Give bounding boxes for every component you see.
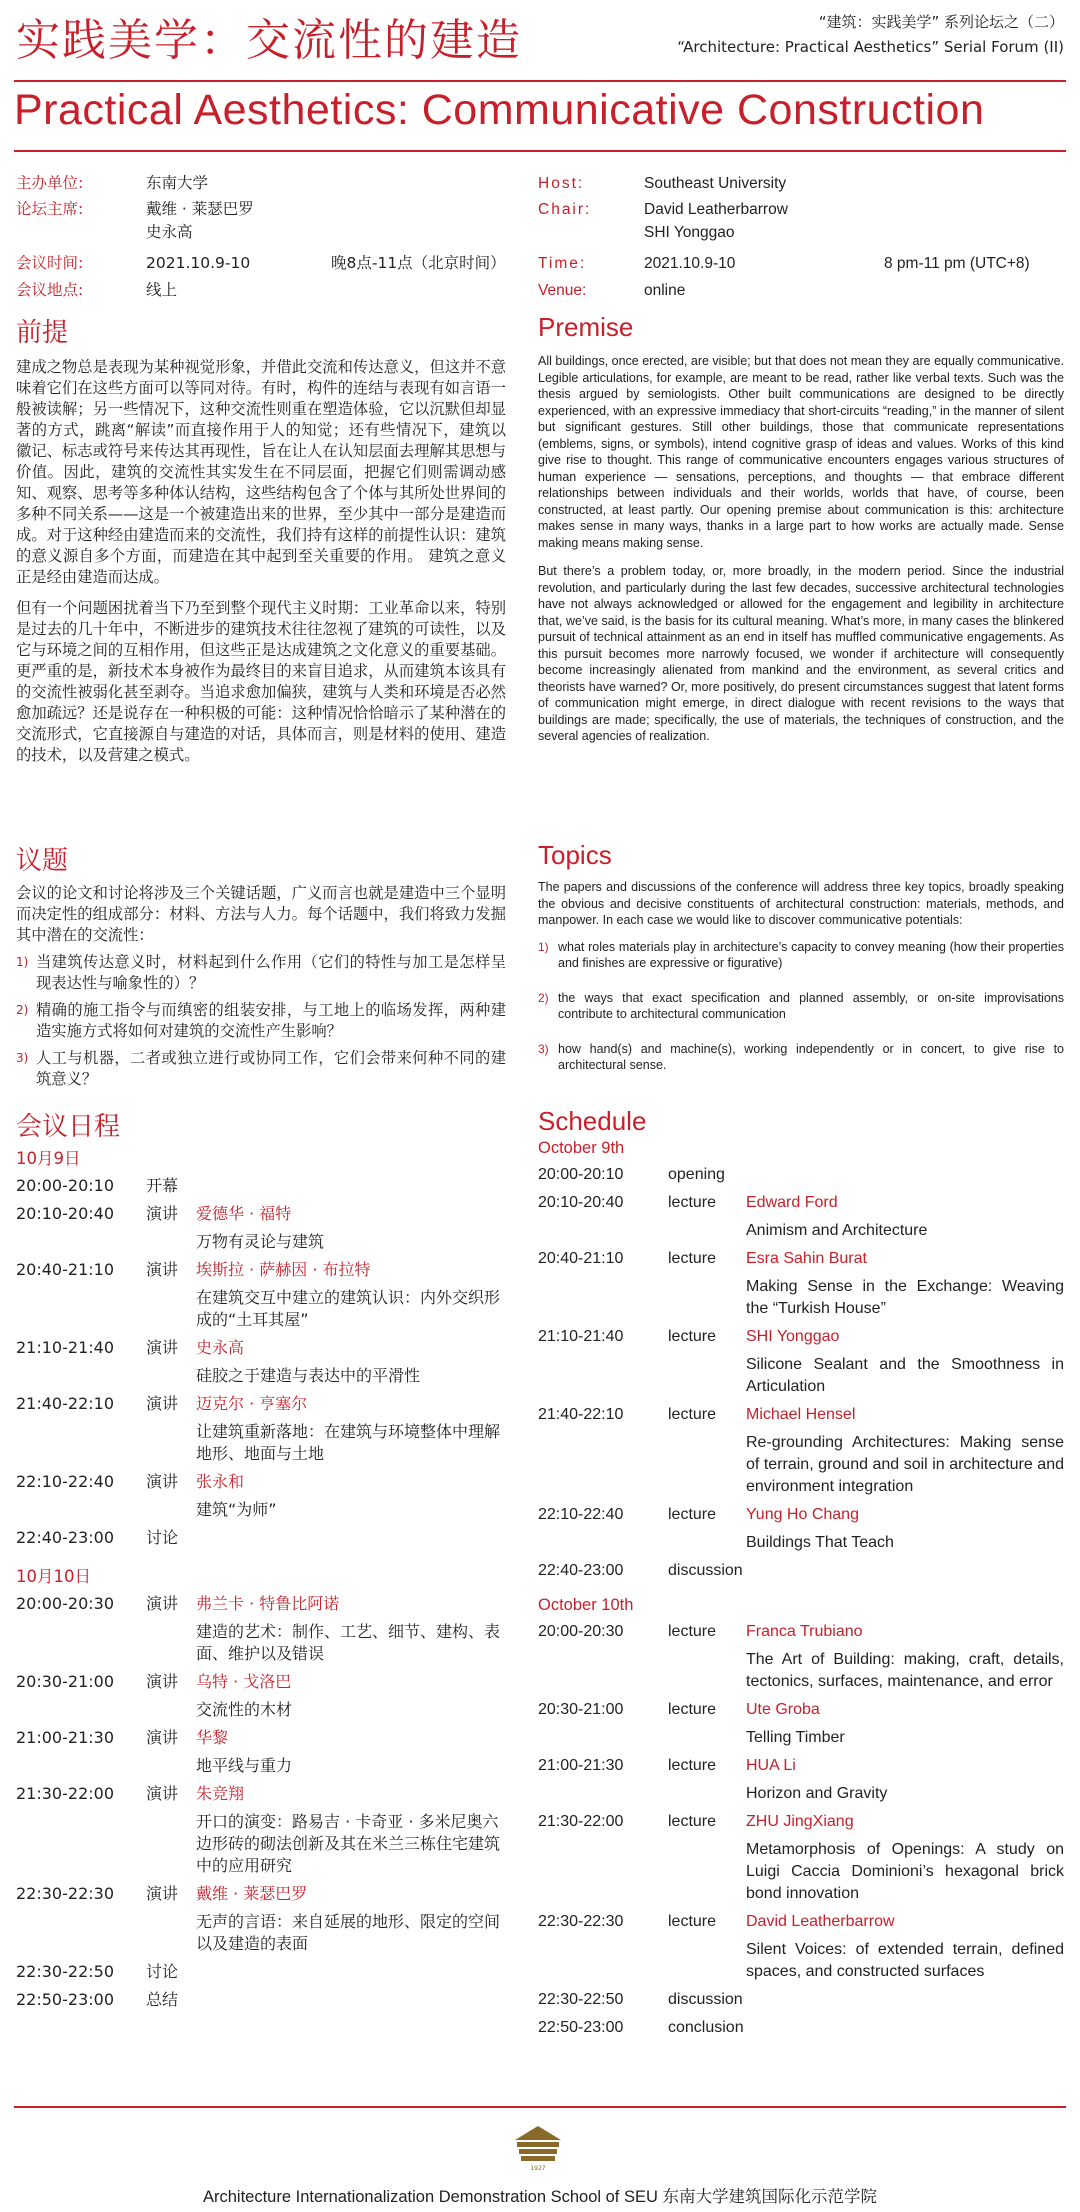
schedule-speaker: Edward Ford: [746, 1194, 838, 1211]
schedule-type: 讨论: [146, 1528, 179, 1547]
topic-item-en: [538, 1041, 1064, 1074]
schedule-type: 演讲: [146, 1594, 179, 1613]
schedule-lecture-title: 硅胶之于建造与表达中的平滑性: [196, 1366, 421, 1385]
schedule-row: [538, 1989, 1064, 2011]
schedule-row: [16, 1883, 506, 1905]
schedule-speaker: [196, 1527, 506, 1549]
host-value: 东南大学: [146, 174, 209, 192]
schedule-time: 20:10-20:40: [16, 1204, 114, 1223]
schedule-speaker: Franca Trubiano: [746, 1623, 863, 1640]
schedule-row: [16, 1783, 506, 1805]
schedule-day-1-en: October 9th: [538, 1139, 625, 1157]
schedule-time: 21:10-21:40: [538, 1328, 624, 1345]
chair-value-en-2: SHI Yonggao: [644, 224, 735, 241]
topics-section-zh: [16, 840, 506, 1090]
schedule-day-2-rows-en: [538, 1621, 1064, 2039]
schedule-lecture-title: 交流性的木材: [196, 1700, 293, 1719]
schedule-type: lecture: [668, 1913, 717, 1930]
time-value-en-2: 8 pm-11 pm (UTC+8): [884, 255, 1030, 272]
host-key: 主办单位:: [16, 174, 84, 192]
schedule-time: 22:50-23:00: [16, 1990, 114, 2009]
schedule-speaker: [196, 1175, 506, 1197]
schedule-type: lecture: [668, 1250, 717, 1267]
schedule-type: opening: [668, 1166, 725, 1183]
schedule-speaker: Yung Ho Chang: [746, 1506, 859, 1523]
schedule-row: [538, 1504, 1064, 1526]
schedule-lecture-title: 开口的演变：路易吉 · 卡奇亚 · 多米尼奥六边形砖的砌法创新及其在米兰三栋住宅建筑中的应用研究: [196, 1812, 501, 1875]
schedule-speaker: 埃斯拉 · 萨赫因 · 布拉特: [196, 1260, 371, 1279]
schedule-time: 20:30-21:00: [538, 1701, 624, 1718]
schedule-time: 21:00-21:30: [16, 1728, 114, 1747]
schedule-speaker: Ute Groba: [746, 1701, 820, 1718]
schedule-lecture-title: Telling Timber: [746, 1729, 845, 1746]
topics-heading-en: Topics: [538, 840, 612, 870]
schedule-type: 演讲: [146, 1884, 179, 1903]
schedule-row: [16, 1259, 506, 1281]
host-value-en: Southeast University: [644, 175, 787, 192]
schedule-speaker: 戴维 · 莱瑟巴罗: [196, 1884, 308, 1903]
topic-number: 2): [538, 990, 549, 1005]
topic-item-zh: [16, 952, 506, 994]
premise-paragraph-1-en: All buildings, once erected, are visible; but that does not mean they are equally communicative. Legible articulations, for example, are meant to be read, rather like verbal texts. Such was the thesis argued by semiologists. Other built communications are designed to be directly experienced, with an expressive immediacy that short-circuits “reading,” in the manner of silent but significant gestures. Still other buildings, those that communicate representations (emblems, signs, or symbols), intend cognitive grasp of ideas and values. Works of this kind give rise to thought. This range of communicative encounters engages various structures of human experience — sensations, perceptions, and thoughts — that embrace different relationships between individuals and their worlds, worlds that have, of course, been constructed, at least partly. Our opening premise about communication is this: architecture makes sense in many ways, thanks in a large part to how works are actually made. Sense making means making sense.: [538, 354, 1064, 550]
schedule-lecture-title: 在建筑交互中建立的建筑认识：内外交织形成的“土耳其屋”: [196, 1288, 501, 1329]
schedule-type: lecture: [668, 1406, 717, 1423]
info-block-zh: [16, 172, 516, 302]
schedule-type: 讨论: [146, 1962, 179, 1981]
schedule-type: 演讲: [146, 1394, 179, 1413]
schedule-row: [16, 1175, 506, 1197]
topics-intro-en: The papers and discussions of the conference will address three key topics, broadly speaking the obvious and decisive constituents of architectural construction: materials, methods, and manpower. In each case we would like to discover communicative potentials:: [538, 880, 1064, 927]
topic-number: 3): [16, 1051, 29, 1065]
venue-key-en: Venue:: [538, 282, 587, 299]
schedule-time: 22:30-22:30: [16, 1884, 114, 1903]
schedule-type: discussion: [668, 1991, 743, 2008]
schedule-time: 22:30-22:50: [16, 1962, 114, 1981]
venue-key: 会议地点:: [16, 281, 84, 299]
schedule-row: [16, 1989, 506, 2011]
schedule-speaker: 史永高: [196, 1338, 245, 1357]
schedule-time: 20:00-20:30: [16, 1594, 114, 1613]
schedule-speaker: Esra Sahin Burat: [746, 1250, 867, 1267]
schedule-type: lecture: [668, 1623, 717, 1640]
schedule-type: conclusion: [668, 2019, 744, 2036]
schedule-heading-en: Schedule: [538, 1106, 647, 1136]
schedule-row: [538, 1164, 1064, 1186]
schedule-speaker: 乌特 · 戈洛巴: [196, 1672, 292, 1691]
schedule-lecture-title: Re-grounding Architectures: Making sense of terrain, ground and soil in architecture and environment integration: [746, 1434, 1064, 1495]
schedule-type: 演讲: [146, 1784, 179, 1803]
schedule-time: 22:50-23:00: [538, 2019, 624, 2036]
schedule-lecture-title: 地平线与重力: [196, 1756, 293, 1775]
topics-heading-zh: 议题: [16, 845, 69, 875]
schedule-type: 开幕: [146, 1176, 179, 1195]
page-title-en: Practical Aesthetics: Communicative Construction: [14, 86, 985, 134]
topic-item-zh: [16, 1048, 506, 1090]
premise-section-en: [538, 312, 1064, 745]
schedule-row: [16, 1471, 506, 1493]
schedule-type: 演讲: [146, 1338, 179, 1357]
schedule-type: 演讲: [146, 1260, 179, 1279]
schedule-time: 22:10-22:40: [16, 1472, 114, 1491]
venue-value: 线上: [146, 281, 178, 299]
premise-heading-en: Premise: [538, 312, 634, 342]
schedule-lecture-title: 万物有灵论与建筑: [196, 1232, 325, 1251]
seu-logo-icon: [511, 2124, 565, 2172]
schedule-row: [16, 1727, 506, 1749]
series-label-zh: “建筑：实践美学” 系列论坛之（二）: [818, 13, 1064, 31]
topic-text: 当建筑传达意义时，材料起到什么作用（它们的特性与加工是怎样呈现表达性与喻象性的）？: [36, 953, 506, 992]
topic-number: 1): [16, 955, 29, 969]
schedule-time: 20:30-21:00: [16, 1672, 114, 1691]
schedule-day-2-rows-zh: [16, 1593, 506, 2011]
time-value-en: 2021.10.9-10: [644, 255, 736, 272]
schedule-type: lecture: [668, 1506, 717, 1523]
schedule-row: [538, 1560, 1064, 1582]
schedule-section-zh: [16, 1106, 506, 2011]
schedule-speaker: 弗兰卡 · 特鲁比阿诺: [196, 1594, 340, 1613]
schedule-day-2-zh: 10月10日: [16, 1567, 91, 1586]
topic-text: 精确的施工指令与而缜密的组装安排，与工地上的临场发挥，两种建造实施方式将如何对建筑的交流性产生影响？: [36, 1001, 506, 1040]
schedule-time: 21:40-22:10: [16, 1394, 114, 1413]
page-title-zh: 实践美学：交流性的建造: [16, 15, 522, 66]
schedule-row: [16, 1593, 506, 1615]
schedule-row: [538, 1911, 1064, 1933]
series-label: [677, 10, 1064, 60]
schedule-type: 演讲: [146, 1204, 179, 1223]
premise-heading-zh: 前提: [16, 317, 69, 347]
schedule-type: discussion: [668, 1562, 743, 1579]
schedule-row: [538, 1811, 1064, 1833]
topic-number: 2): [16, 1003, 29, 1017]
venue-value-en: online: [644, 282, 686, 299]
schedule-time: 20:40-21:10: [538, 1250, 624, 1267]
schedule-section-en: [538, 1106, 1064, 2039]
schedule-row: [538, 2017, 1064, 2039]
schedule-lecture-title: Horizon and Gravity: [746, 1785, 888, 1802]
schedule-type: lecture: [668, 1757, 717, 1774]
schedule-row: [538, 1192, 1064, 1214]
schedule-day-2-en: October 10th: [538, 1596, 634, 1614]
time-value: 2021.10.9-10: [146, 254, 251, 272]
schedule-type: 演讲: [146, 1672, 179, 1691]
schedule-speaker: [196, 1989, 506, 2011]
schedule-speaker: [746, 1560, 1064, 1582]
time-key: 会议时间:: [16, 254, 84, 272]
schedule-row: [538, 1699, 1064, 1721]
schedule-day-1-rows-zh: [16, 1175, 506, 1549]
chair-value-1: 戴维 · 莱瑟巴罗: [146, 200, 254, 218]
schedule-lecture-title: The Art of Building: making, craft, details, tectonics, surfaces, maintenance, and error: [746, 1651, 1064, 1690]
schedule-row: [538, 1621, 1064, 1643]
topic-text: what roles materials play in architecture’s capacity to convey meaning (how their properties and finishes are expressive or figurative): [558, 939, 1064, 970]
footer-divider: [14, 2106, 1066, 2108]
premise-paragraph-1-zh: 建成之物总是表现为某种视觉形象，并借此交流和传达意义，但这并不意味着它们在这些方面可以等同对待。有时，构件的连结与表现有如言语一般被读解；另一些情况下，这种交流性则重在塑造体验，它以沉默但却显著的方式，跳离“解读”而直接作用于人的知觉；还有些情况下，建筑以徽记、标志或符号来传达其再现性，旨在让人在认知层面去理解其思想与价值。因此，建筑的交流性其实发生在不同层面，把握它们则需调动感知、观察、思考等多种体认结构，这些结构包含了个体与其所处世界间的多种不同关系——这是一个被建造出来的世界，至少其中一部分是建造而成。对于这种经由建造而来的交流性，我们持有这样的前提性认识：建筑的意义源自多个方面，而建造在其中起到至关重要的作用。 建筑之意义正是经由建造而达成。: [16, 358, 506, 586]
schedule-time: 20:00-20:30: [538, 1623, 624, 1640]
premise-section-zh: [16, 312, 506, 766]
premise-paragraph-2-en: But there’s a problem today, or, more broadly, in the modern period. Since the industrial revolution, and particularly during the last few decades, successive architectural technologies have not always acknowledged or allowed for the engagement and legibility in architecture that, we’ve said, is the basis for its cultural meaning. What’s more, in many cases the blinkered pursuit of technical attainment as an end in itself has muffled communicative engagements. As this pursuit becomes more narrowly focused, we wonder if architecture will consequently become increasingly alienated from mankind and the environment, as several critics and theorists have warned? Or, more positively, do present circumstances suggest that latent forms of communication might emerge, in direct dialogue with recent revisions to the ways that buildings are made; specifically, the use of materials, the techniques of construction, and the several agencies of realization.: [538, 564, 1064, 743]
host-key-en: Host:: [538, 175, 585, 192]
schedule-lecture-title: Silicone Sealant and the Smoothness in Articulation: [746, 1356, 1064, 1395]
schedule-heading-zh: 会议日程: [16, 1111, 121, 1141]
schedule-speaker: 朱竞翔: [196, 1784, 245, 1803]
schedule-lecture-title: 建造的艺术：制作、工艺、细节、建构、表面、维护以及错误: [196, 1622, 501, 1663]
schedule-row: [538, 1326, 1064, 1348]
schedule-type: lecture: [668, 1813, 717, 1830]
schedule-row: [16, 1527, 506, 1549]
schedule-speaker: HUA Li: [746, 1757, 796, 1774]
schedule-speaker: SHI Yonggao: [746, 1328, 840, 1345]
schedule-time: 20:10-20:40: [538, 1194, 624, 1211]
schedule-time: 20:40-21:10: [16, 1260, 114, 1279]
schedule-lecture-title: Animism and Architecture: [746, 1222, 928, 1239]
schedule-lecture-title: 让建筑重新落地：在建筑与环境整体中理解地形、地面与土地: [196, 1422, 501, 1463]
schedule-time: 22:10-22:40: [538, 1506, 624, 1523]
schedule-lecture-title: Buildings That Teach: [746, 1534, 894, 1551]
schedule-speaker: Michael Hensel: [746, 1406, 856, 1423]
chair-value-2: 史永高: [146, 223, 193, 241]
schedule-time: 22:40-23:00: [538, 1562, 624, 1579]
topic-number: 1): [538, 939, 549, 954]
topic-item-en: [538, 939, 1064, 972]
schedule-type: lecture: [668, 1701, 717, 1718]
topic-item-zh: [16, 1000, 506, 1042]
schedule-row: [16, 1337, 506, 1359]
schedule-speaker: 张永和: [196, 1472, 245, 1491]
topics-intro-zh: 会议的论文和讨论将涉及三个关键话题，广义而言也就是建造中三个显明而决定性的组成部分：材料、方法与人力。每个话题中，我们将致力发掘其中潜在的交流性：: [16, 884, 506, 944]
schedule-time: 22:30-22:50: [538, 1991, 624, 2008]
topic-text: 人工与机器，二者或独立进行或协同工作，它们会带来何种不同的建筑意义？: [36, 1049, 506, 1088]
schedule-speaker: David Leatherbarrow: [746, 1913, 895, 1930]
schedule-type: lecture: [668, 1194, 717, 1211]
schedule-speaker: [746, 2017, 1064, 2039]
schedule-time: 21:00-21:30: [538, 1757, 624, 1774]
chair-key-en: Chair:: [538, 201, 592, 218]
schedule-type: 演讲: [146, 1472, 179, 1491]
schedule-row: [538, 1248, 1064, 1270]
schedule-time: 20:00-20:10: [16, 1176, 114, 1195]
topic-item-en: [538, 990, 1064, 1023]
schedule-row: [16, 1393, 506, 1415]
schedule-row: [538, 1755, 1064, 1777]
schedule-day-1-rows-en: [538, 1164, 1064, 1582]
schedule-type: lecture: [668, 1328, 717, 1345]
header-divider: [14, 80, 1066, 82]
series-label-en: “Architecture: Practical Aesthetics” Serial Forum (II): [677, 38, 1064, 56]
chair-value-en-1: David Leatherbarrow: [644, 201, 788, 218]
chair-key: 论坛主席:: [16, 200, 84, 218]
time-value-2: 晚8点-11点（北京时间）: [331, 254, 506, 272]
schedule-row: [16, 1203, 506, 1225]
topics-section-en: [538, 840, 1064, 1074]
schedule-speaker: ZHU JingXiang: [746, 1813, 854, 1830]
schedule-time: 20:00-20:10: [538, 1166, 624, 1183]
schedule-time: 22:30-22:30: [538, 1913, 624, 1930]
schedule-lecture-title: Making Sense in the Exchange: Weaving the “Turkish House”: [746, 1278, 1064, 1317]
schedule-speaker: [746, 1989, 1064, 2011]
info-block-en: [538, 172, 1064, 302]
schedule-speaker: 迈克尔 · 亨塞尔: [196, 1394, 308, 1413]
schedule-row: [16, 1961, 506, 1983]
schedule-time: 22:40-23:00: [16, 1528, 114, 1547]
schedule-lecture-title: 无声的言语：来自延展的地形、限定的空间以及建造的表面: [196, 1912, 501, 1953]
schedule-lecture-title: Silent Voices: of extended terrain, defined spaces, and constructed surfaces: [746, 1941, 1064, 1980]
schedule-speaker: [196, 1961, 506, 1983]
schedule-row: [538, 1404, 1064, 1426]
time-key-en: Time:: [538, 255, 587, 272]
schedule-lecture-title: Metamorphosis of Openings: A study on Luigi Caccia Dominioni’s hexagonal brick bond innovation: [746, 1841, 1064, 1902]
topic-text: how hand(s) and machine(s), working independently or in concert, to give rise to architectural sense.: [558, 1041, 1064, 1072]
schedule-speaker: 爱德华 · 福特: [196, 1204, 292, 1223]
schedule-time: 21:40-22:10: [538, 1406, 624, 1423]
schedule-speaker: [746, 1164, 1064, 1186]
title-divider: [14, 150, 1066, 152]
schedule-time: 21:10-21:40: [16, 1338, 114, 1357]
schedule-time: 21:30-22:00: [16, 1784, 114, 1803]
schedule-lecture-title: 建筑“为师”: [196, 1500, 277, 1519]
premise-paragraph-2-zh: 但有一个问题困扰着当下乃至到整个现代主义时期：工业革命以来，特别是过去的几十年中，不断进步的建筑技术往往忽视了建筑的可读性，以及它与环境之间的互相作用，但这些正是达成建筑之文化意义的重要基础。更严重的是，新技术本身被作为最终目的来盲目追求，从而建筑本该具有的交流性被弱化甚至剥夺。当追求愈加偏狭，建筑与人类和环境是否必然愈加疏远？还是说存在一种积极的可能：这种情况恰恰暗示了某种潜在的交流形式，它直接源自与建造的对话，具体而言，则是材料的使用、建造的技术，以及营建之模式。: [16, 599, 506, 764]
schedule-type: 演讲: [146, 1728, 179, 1747]
schedule-time: 21:30-22:00: [538, 1813, 624, 1830]
schedule-speaker: 华黎: [196, 1728, 229, 1747]
topic-text: the ways that exact specification and planned assembly, or on-site improvisations contribute to architectural communication: [558, 990, 1064, 1021]
schedule-row: [16, 1671, 506, 1693]
schedule-day-1-zh: 10月9日: [16, 1149, 81, 1168]
topic-number: 3): [538, 1041, 549, 1056]
footer-school-name: Architecture Internationalization Demonstration School of SEU 东南大学建筑国际化示范学院: [203, 2188, 877, 2206]
logo-year: 1927: [530, 2165, 546, 2172]
schedule-type: 总结: [146, 1990, 179, 2009]
